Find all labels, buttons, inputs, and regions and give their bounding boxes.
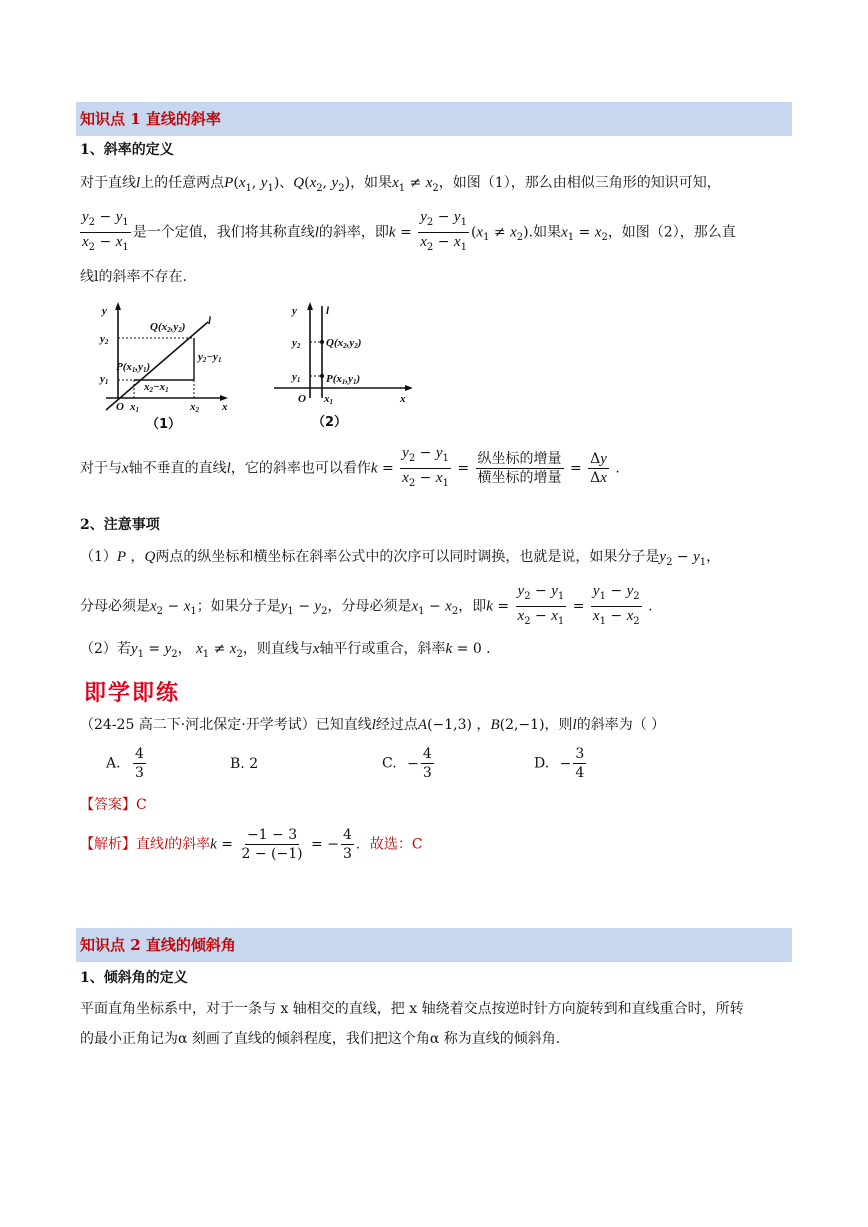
svg-text:y: y	[102, 305, 107, 317]
paragraph-inclination-2: 的最小正角记为α 刻画了直线的倾斜程度，我们把这个角α 称为直线的倾斜角.	[80, 1031, 561, 1047]
svg-text:y1: y1	[100, 373, 109, 386]
svg-text:x2−x1: x2−x1	[144, 381, 169, 394]
paragraph-slope-2: $\frac{y_2 - y_1}{x_2 - x_1}$ 是一个定值，我们将其称直线l的斜率，即k = $\frac{y_2 - y_1}{x_2 - x_1}$ $(x_1 \ne x_2)$.如果$x_1 = x_2$，如图（2），那么直	[78, 208, 736, 257]
svg-text:y: y	[292, 305, 297, 317]
figure-1-slope-diagram	[98, 298, 238, 436]
note-2: （2）若$y_1 = y_2$， $x_1 \ne x_2$，则直线与x轴平行或重合，斜率k = 0 .	[80, 641, 491, 660]
svg-text:Q(x2,y2): Q(x2,y2)	[150, 321, 186, 334]
paragraph-slope-4: 对于与x轴不垂直的直线l，它的斜率也可以看作k = $\frac{y_2 - y_1}{x_2 - x_1}$ = $\frac{\text{纵坐标的增量}}{\text{横坐标的增量}}$ = $\frac{\Delta y}{\Delta x}$ .	[80, 445, 620, 489]
answer-line: 【答案】C	[80, 797, 147, 813]
svg-text:x: x	[222, 401, 228, 413]
svg-text:y2: y2	[100, 333, 109, 346]
subheading-slope-definition: 1、斜率的定义	[80, 142, 174, 158]
figure-2-vertical-line-diagram	[272, 298, 412, 436]
subheading-notes: 2、注意事项	[80, 517, 160, 533]
svg-text:x1: x1	[324, 393, 333, 406]
svg-text:x: x	[400, 393, 406, 405]
svg-text:y2−y1: y2−y1	[198, 351, 222, 364]
svg-text:l: l	[208, 315, 212, 327]
svg-text:y2: y2	[292, 337, 301, 350]
practice-question: （24-25 高二下·河北保定·开学考试）已知直线l经过点A(−1,3) ，B(2,−1)，则l的斜率为（ ）	[80, 717, 666, 733]
svg-text:O: O	[298, 393, 306, 405]
option-b: B. 2	[230, 756, 259, 772]
slope-fraction: $\frac{y_2 - y_1}{x_2 - x_1}$	[82, 209, 129, 253]
option-c: C. − $\frac{4}{3}$	[382, 746, 432, 781]
option-d: D. − $\frac{3}{4}$	[534, 746, 585, 781]
svg-text:O: O	[116, 401, 124, 413]
subheading-inclination-definition: 1、倾斜角的定义	[80, 970, 188, 986]
paragraph-slope-3: 线l的斜率不存在.	[80, 269, 187, 285]
svg-text:P(x1,y1): P(x1,y1)	[116, 361, 151, 374]
option-a: A. $\frac{4}{3}$	[106, 746, 144, 781]
section-title-inclination: 知识点 2 直线的倾斜角	[76, 928, 792, 962]
svg-text:x1: x1	[130, 401, 139, 414]
figure-1-caption: （1）	[146, 417, 182, 432]
paragraph-slope-1: 对于直线l上的任意两点$P(x_1$, $y_1$)、$Q(x_2$, $y_2$)，如果$x_1 \ne x_2$，如图（1），那么由相似三角形的知识可知，	[80, 175, 721, 194]
svg-text:y1: y1	[292, 371, 301, 384]
svg-text:P(x1,y1): P(x1,y1)	[326, 373, 361, 386]
note-1-line-1: （1）P ，Q两点的纵坐标和横坐标在斜率公式中的次序可以同时调换，也就是说，如果分子是$y_2 - y_1$，	[80, 549, 721, 568]
analysis-line: 【解析】直线l的斜率k = $\frac{-1 - 3}{2 - (-1)}$ = − $\frac{4}{3}$ ．故选：C	[80, 827, 423, 862]
svg-text:x2: x2	[190, 401, 199, 414]
section-title-slope: 知识点 1 直线的斜率	[76, 102, 792, 136]
figure-2-caption: （2）	[312, 415, 348, 430]
paragraph-inclination-1: 平面直角坐标系中，对于一条与 x 轴相交的直线，把 x 轴绕着交点按逆时针方向旋转到和直线重合时，所转	[80, 1001, 744, 1017]
svg-text:Q(x2,y2): Q(x2,y2)	[326, 337, 362, 350]
practice-stamp-heading: 即学即练	[84, 681, 181, 706]
svg-text:l: l	[326, 305, 330, 317]
note-1-line-2: 分母必须是$x_2 - x_1$；如果分子是$y_1 - y_2$，分母必须是$x_1 - x_2$，即k = $\frac{y_2 - y_1}{x_2 - x_1}$ = $\frac{y_1 - y_2}{x_1 - x_2}$ .	[80, 583, 653, 627]
